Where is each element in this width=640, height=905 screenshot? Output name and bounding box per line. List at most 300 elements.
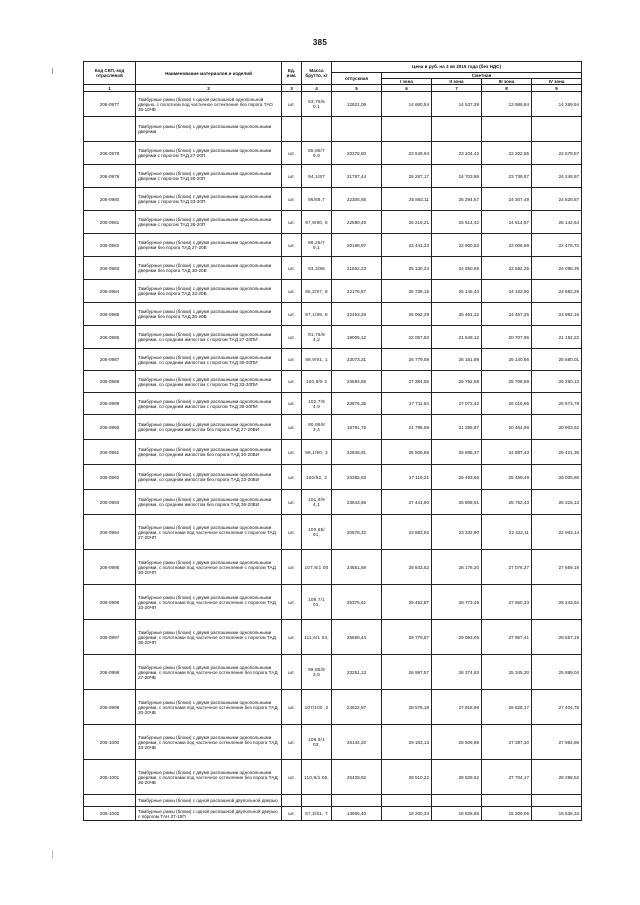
- margin-mark: [52, 850, 53, 858]
- row-zone-2-price: 26 808,91: [432, 490, 482, 515]
- row-zone-3-price: 22 006,69: [482, 234, 532, 257]
- row-name: Тамбурные рамы (блоки) с двумя распашными однопольными дверями, с полотнами под частичное остекление без порога ТАД 27-20ЧВ: [136, 655, 282, 690]
- header-unit: Ед. изм.: [282, 62, 302, 85]
- row-code: 206-0993: [84, 490, 136, 515]
- row-zone-3-price: [482, 117, 532, 142]
- row-mass: 94,1/87: [302, 165, 332, 188]
- row-zone-3-price: 25 140,66: [482, 349, 532, 371]
- row-zone-1-price: 25 892,11: [382, 188, 432, 211]
- row-zone-3-price: 25 708,59: [482, 371, 532, 393]
- row-zone-2-price: 28 509,98: [432, 725, 482, 760]
- row-zone-4-price: 22 478,72: [532, 234, 582, 257]
- row-zone-4-price: 28 298,52: [532, 760, 582, 795]
- row-zone-3-price: 22 202,55: [482, 142, 532, 165]
- row-price: 20376,80: [332, 142, 382, 165]
- row-name: Тамбурные рамы (блоки) с двумя распашными однопольными дверями с порогом ТАД 27-20П: [136, 142, 282, 165]
- row-zone-2-price: 25 895,37: [432, 440, 482, 465]
- row-mass: 110,8/1 05,: [302, 760, 332, 795]
- row-zone-3-price: 27 957,41: [482, 620, 532, 655]
- row-zone-2-price: 26 493,66: [432, 465, 482, 490]
- row-zone-4-price: [532, 117, 582, 142]
- row-zone-1-price: 26 997,57: [382, 655, 432, 690]
- row-code: 206-0992: [84, 465, 136, 490]
- row-mass: 99,85/9 2,5: [302, 655, 332, 690]
- table-row: [84, 326, 582, 349]
- row-zone-1-price: 29 510,22: [382, 760, 432, 795]
- row-zone-1-price: 14 660,54: [382, 92, 432, 117]
- row-name: Тамбурные рамы (блоки) с двумя распашными однопольными дверями с порогом ТАД 33-20П: [136, 188, 282, 211]
- row-zone-3-price: 27 704,17: [482, 760, 532, 795]
- row-zone-4-price: 28 557,19: [532, 620, 582, 655]
- row-zone-3-price: 20 707,96: [482, 326, 532, 349]
- row-name: Тамбурные рамы (блоки) с одной распашной двупольной дверью: [136, 795, 282, 807]
- row-zone-4-price: 25 142,64: [532, 211, 582, 234]
- row-name: Тамбурные рамы (блоки) с одной распашной однопольной дверью, с полотном под частичное остекление без порога ТАО 36-10ЧВ: [136, 92, 282, 117]
- row-unit: шт.: [282, 440, 302, 465]
- row-zone-4-price: 22 903,14: [532, 515, 582, 550]
- row-zone-4-price: 26 573,79: [532, 393, 582, 415]
- row-price: 13955,40: [332, 807, 382, 821]
- row-zone-4-price: [532, 795, 582, 807]
- row-price: 20578,32: [332, 515, 382, 550]
- row-price: 23643,96: [332, 490, 382, 515]
- row-code: 206-0986: [84, 326, 136, 349]
- row-zone-2-price: 28 829,62: [432, 760, 482, 795]
- column-number: 6: [382, 85, 432, 92]
- column-number: 5: [332, 85, 382, 92]
- row-zone-1-price: 25 130,24: [382, 257, 432, 280]
- margin-mark: [52, 68, 53, 74]
- row-zone-1-price: 27 441,90: [382, 490, 432, 515]
- row-name: Тамбурные рамы (блоки) с двумя распашными однопольными дверями, с полотнами под частичное остекление без порога ТАД 30-20ЧВ: [136, 690, 282, 725]
- row-price: 21652,23: [332, 257, 382, 280]
- row-mass: 95,2/87, 9: [302, 280, 332, 303]
- table-row: [84, 725, 582, 760]
- row-name: Тамбурные рамы (блоки) с двумя распашными однопольными дверями с порогом ТАД 30-20П: [136, 165, 282, 188]
- row-mass: 96/88,7: [302, 188, 332, 211]
- row-code: 206-0997: [84, 620, 136, 655]
- row-unit: шт.: [282, 211, 302, 234]
- row-zone-4-price: 22 678,67: [532, 142, 582, 165]
- table-row: [84, 690, 582, 725]
- row-name: Тамбурные рамы (блоки) с двумя распашными однопольными дверями, с полотнами под частичное остекление с порогом ТАД 27-20ЧП: [136, 515, 282, 550]
- row-mass: 63,75/6 0,1: [302, 92, 332, 117]
- row-price: 21787,44: [332, 165, 382, 188]
- row-zone-3-price: 24 614,57: [482, 211, 532, 234]
- table-row: [84, 550, 582, 585]
- table-row: [84, 620, 582, 655]
- row-zone-4-price: 24 828,87: [532, 188, 582, 211]
- row-unit: шт.: [282, 303, 302, 326]
- row-zone-1-price: 25 287,17: [382, 165, 432, 188]
- row-code: [84, 117, 136, 142]
- row-zone-3-price: 23 592,25: [482, 257, 532, 280]
- row-zone-4-price: 26 260,13: [532, 371, 582, 393]
- row-mass: 100/92, 2: [302, 465, 332, 490]
- row-unit: шт.: [282, 165, 302, 188]
- row-zone-1-price: 21 798,69: [382, 415, 432, 440]
- row-zone-1-price: 27 384,55: [382, 371, 432, 393]
- row-zone-2-price: 29 093,05: [432, 620, 482, 655]
- row-zone-3-price: 24 467,25: [482, 303, 532, 326]
- column-number: 2: [136, 85, 282, 92]
- row-code: 206-0983: [84, 257, 136, 280]
- row-code: [84, 795, 136, 807]
- page-number: 385: [312, 38, 328, 47]
- table-row: [84, 165, 582, 188]
- row-zone-1-price: 29 452,87: [382, 585, 432, 620]
- row-zone-4-price: 27 984,86: [532, 725, 582, 760]
- row-price: 22453,28: [332, 303, 382, 326]
- row-zone-4-price: 28 243,52: [532, 585, 582, 620]
- row-zone-3-price: 26 829,17: [482, 690, 532, 725]
- row-code: 206-0991: [84, 440, 136, 465]
- row-code: 206-0979: [84, 165, 136, 188]
- row-mass: 91,75/8 4,2: [302, 326, 332, 349]
- table-row: [84, 188, 582, 211]
- table-row: [84, 142, 582, 165]
- row-code: 206-1002: [84, 807, 136, 821]
- row-name: Тамбурные рамы (блоки) с двумя распашными однопольными дверями, с полотнами под частичное остекление с порогом ТАД 36-20ЧП: [136, 620, 282, 655]
- header-zone-1: I зона: [382, 79, 432, 85]
- row-name: Тамбурные рамы (блоки) с двумя распашными однопольными дверями без порога ТАД 36-20В: [136, 303, 282, 326]
- row-name: Тамбурные рамы (блоки) с двумя распашными однопольными дверями без порога ТАД 27-20В: [136, 234, 282, 257]
- row-zone-4-price: 21 152,22: [532, 326, 582, 349]
- row-zone-2-price: 14 537,29: [432, 92, 482, 117]
- row-unit: шт.: [282, 188, 302, 211]
- row-code: 206-0987: [84, 349, 136, 371]
- row-zone-2-price: 25 145,44: [432, 280, 482, 303]
- row-name: Тамбурные рамы (блоки) с двумя распашными однопольными дверями, со средним импостом с порогом ТАД 27-20ПИ: [136, 326, 282, 349]
- row-code: 206-0999: [84, 690, 136, 725]
- row-zone-4-price: 24 098,39: [532, 257, 582, 280]
- row-price: 23073,31: [332, 349, 382, 371]
- row-price: 23876,35: [332, 393, 382, 415]
- row-code: 206-0994: [84, 515, 136, 550]
- row-zone-1-price: 26 062,29: [382, 303, 432, 326]
- row-unit: шт.: [282, 393, 302, 415]
- row-mass: 107,8/1 00: [302, 550, 332, 585]
- row-price: 22176,87: [332, 280, 382, 303]
- row-zone-2-price: 27 072,42: [432, 393, 482, 415]
- row-name: Тамбурные рамы (блоки) с двумя распашными однопольными дверями: [136, 117, 282, 142]
- row-zone-2-price: [432, 795, 482, 807]
- row-mass: 86,25/7 9,1: [302, 234, 332, 257]
- row-zone-2-price: 24 703,86: [432, 165, 482, 188]
- row-zone-1-price: [382, 795, 432, 807]
- row-name: Тамбурные рамы (блоки) с двумя распашными однопольными дверями, с полотнами под частичное остекление с порогом ТАД 30-20ЧП: [136, 550, 282, 585]
- table-row: [84, 92, 582, 117]
- row-price: 12821,06: [332, 92, 382, 117]
- row-zone-3-price: 15 209,06: [482, 807, 532, 821]
- row-zone-1-price: 23 441,23: [382, 234, 432, 257]
- row-mass: 100,8/9 3: [302, 371, 332, 393]
- price-table: [83, 61, 582, 821]
- row-zone-1-price: 22 057,92: [382, 326, 432, 349]
- table-row: [84, 490, 582, 515]
- row-mass: 90,95/8 3,4: [302, 415, 332, 440]
- row-code: 206-0977: [84, 92, 136, 117]
- row-code: 206-0982: [84, 234, 136, 257]
- row-unit: шт.: [282, 490, 302, 515]
- row-zone-4-price: 25 421,35: [532, 440, 582, 465]
- row-zone-3-price: 24 307,49: [482, 188, 532, 211]
- row-zone-1-price: 28 843,52: [382, 550, 432, 585]
- table-row: [84, 585, 582, 620]
- row-price: 22846,91: [332, 440, 382, 465]
- row-mass: [302, 795, 332, 807]
- row-code: 206-1000: [84, 725, 136, 760]
- row-mass: [302, 117, 332, 142]
- row-name: Тамбурные рамы (блоки) с двумя распашными однопольными дверями, со средним импостом без порога ТАД 30-20ВИ: [136, 440, 282, 465]
- row-zone-2-price: 22 900,52: [432, 234, 482, 257]
- row-mass: 102,7/9 4,9: [302, 393, 332, 415]
- row-zone-2-price: 28 773,49: [432, 585, 482, 620]
- table-row: [84, 234, 582, 257]
- row-mass: 108,9/1 03,: [302, 725, 332, 760]
- row-zone-3-price: 23 739,57: [482, 165, 532, 188]
- row-name: Тамбурные рамы (блоки) с двумя распашными однопольными дверями, со средним импостом с порогом ТАД 36-20ПИ: [136, 393, 282, 415]
- row-price: [332, 117, 382, 142]
- row-price: 22306,66: [332, 188, 382, 211]
- row-price: 25428,92: [332, 760, 382, 795]
- table-row: [84, 515, 582, 550]
- header-name: Наименование материалов и изделий: [136, 62, 282, 85]
- row-zone-3-price: 20 464,59: [482, 415, 532, 440]
- header-zone-3: III зона: [482, 79, 532, 85]
- section-row: [84, 795, 582, 807]
- row-code: 206-0985: [84, 303, 136, 326]
- row-zone-3-price: [482, 795, 532, 807]
- row-zone-2-price: 28 178,20: [432, 550, 482, 585]
- row-unit: шт.: [282, 690, 302, 725]
- row-code: 206-0989: [84, 393, 136, 415]
- row-zone-4-price: 25 889,04: [532, 655, 582, 690]
- row-zone-2-price: 23 104,42: [432, 142, 482, 165]
- row-zone-4-price: 25 680,01: [532, 349, 582, 371]
- row-price: 23251,13: [332, 655, 382, 690]
- row-name: Тамбурные рамы (блоки) с двумя распашными однопольными дверями, со средним импостом с порогом ТАД 33-20ПИ: [136, 371, 282, 393]
- row-mass: 97,1/89, 8: [302, 303, 332, 326]
- row-code: 206-0981: [84, 211, 136, 234]
- row-zone-2-price: 25 294,57: [432, 188, 482, 211]
- row-name: Тамбурные рамы (блоки) с двумя распашными однопольными дверями, с полотнами под частичное остекление без порога ТАД 33-20ЧВ: [136, 725, 282, 760]
- row-name: Тамбурные рамы (блоки) с двумя распашными однопольными дверями, со средним импостом с порогом ТАД 30-20ПИ: [136, 349, 282, 371]
- row-name: Тамбурные рамы (блоки) с двумя распашными однопольными дверями с порогом ТАД 36-20П: [136, 211, 282, 234]
- header-price-group: Цена в руб. на 3 кв 2015 года (без НДС): [332, 62, 582, 73]
- row-unit: шт.: [282, 550, 302, 585]
- row-unit: шт.: [282, 257, 302, 280]
- row-price: 22590,49: [332, 211, 382, 234]
- row-price: 25144,20: [332, 725, 382, 760]
- row-price: 19005,12: [332, 326, 382, 349]
- row-zone-2-price: 26 161,89: [432, 349, 482, 371]
- row-zone-4-price: 24 248,67: [532, 165, 582, 188]
- row-zone-2-price: 21 295,87: [432, 415, 482, 440]
- row-zone-1-price: 16 200,34: [382, 807, 432, 821]
- row-zone-3-price: 27 650,33: [482, 585, 532, 620]
- row-zone-2-price: 15 826,65: [432, 807, 482, 821]
- column-number: 1: [84, 85, 136, 92]
- row-zone-4-price: 27 404,75: [532, 690, 582, 725]
- row-code: 206-0996: [84, 585, 136, 620]
- row-zone-1-price: 23 883,82: [382, 515, 432, 550]
- row-unit: [282, 117, 302, 142]
- row-name: Тамбурные рамы (блоки) с двумя распашными однопольными дверями, со средним импостом без порога ТАД 36-20ВИ: [136, 490, 282, 515]
- row-price: 23594,55: [332, 371, 382, 393]
- table-row: [84, 440, 582, 465]
- row-unit: шт.: [282, 371, 302, 393]
- row-unit: шт.: [282, 585, 302, 620]
- row-zone-3-price: 24 163,90: [482, 280, 532, 303]
- header-mass: Масса брутто, кг: [302, 62, 332, 85]
- row-zone-2-price: 26 374,83: [432, 655, 482, 690]
- row-mass: 109,7/1 01,: [302, 585, 332, 620]
- row-name: Тамбурные рамы (блоки) с двумя распашными однопольными дверями без порога ТАД 33-20В: [136, 280, 282, 303]
- row-zone-4-price: 24 992,16: [532, 303, 582, 326]
- row-unit: шт.: [282, 655, 302, 690]
- row-zone-3-price: 25 762,43: [482, 490, 532, 515]
- row-zone-3-price: 13 989,84: [482, 92, 532, 117]
- row-unit: шт.: [282, 349, 302, 371]
- row-mass: 107/100 ,2: [302, 690, 332, 725]
- row-zone-1-price: 26 506,86: [382, 440, 432, 465]
- row-zone-1-price: 29 779,97: [382, 620, 432, 655]
- row-zone-3-price: 25 459,49: [482, 465, 532, 490]
- row-mass: 97,9/90, 6: [302, 211, 332, 234]
- row-zone-2-price: 25 614,42: [432, 211, 482, 234]
- row-zone-3-price: 27 397,10: [482, 725, 532, 760]
- table-row: [84, 393, 582, 415]
- row-zone-4-price: 14 269,54: [532, 92, 582, 117]
- column-number-row: [84, 85, 582, 92]
- table-row: [84, 303, 582, 326]
- row-zone-1-price: 28 578,18: [382, 690, 432, 725]
- row-unit: шт.: [282, 415, 302, 440]
- row-zone-1-price: 27 711,64: [382, 393, 432, 415]
- row-name: Тамбурные рамы (блоки) с двумя распашными однопольными дверями, с полотнами под частичное остекление без порога ТАД 36-20ЧВ: [136, 760, 282, 795]
- column-number: 7: [432, 85, 482, 92]
- row-unit: шт.: [282, 465, 302, 490]
- row-name: Тамбурные рамы (блоки) с двумя распашными однопольными дверями, со средним импостом без порога ТАД 27-20ВИ: [136, 415, 282, 440]
- row-zone-4-price: 26 005,66: [532, 465, 582, 490]
- row-name: Тамбурные рамы (блоки) с двумя распашными однопольными дверями, с полотнами под частичное остекление с порогом ТАД 33-20ЧП: [136, 585, 282, 620]
- row-zone-4-price: 27 659,19: [532, 550, 582, 585]
- header-code: Код СКП, код отраслевой: [84, 62, 136, 85]
- row-zone-2-price: 21 549,12: [432, 326, 482, 349]
- row-mass: 101,9/9 4,1: [302, 490, 332, 515]
- table-row: [84, 257, 582, 280]
- header-zone-2: II зона: [432, 79, 482, 85]
- row-mass: 67,2/61, 7: [302, 807, 332, 821]
- row-zone-3-price: 27 078,27: [482, 550, 532, 585]
- row-price: [332, 795, 382, 807]
- row-mass: 100,65/ 91,: [302, 515, 332, 550]
- table-row: [84, 655, 582, 690]
- header-estimate: Сметная: [382, 73, 582, 79]
- row-unit: шт.: [282, 280, 302, 303]
- row-mass: 98,9/91, 1: [302, 349, 332, 371]
- row-zone-2-price: 25 461,12: [432, 303, 482, 326]
- row-code: 206-0988: [84, 371, 136, 393]
- row-code: 206-0995: [84, 550, 136, 585]
- row-mass: 93,3/86: [302, 257, 332, 280]
- row-zone-1-price: 27 119,21: [382, 465, 432, 490]
- row-zone-4-price: 15 535,34: [532, 807, 582, 821]
- row-zone-3-price: 25 345,30: [482, 655, 532, 690]
- row-mass: 111,6/1 03,: [302, 620, 332, 655]
- row-code: 206-0998: [84, 655, 136, 690]
- section-row: [84, 117, 582, 142]
- column-number: 8: [482, 85, 532, 92]
- row-unit: шт.: [282, 326, 302, 349]
- table-row: [84, 211, 582, 234]
- row-zone-1-price: [382, 117, 432, 142]
- row-zone-2-price: 23 332,90: [432, 515, 482, 550]
- row-code: 206-0984: [84, 280, 136, 303]
- row-mass: 98,1/90, 3: [302, 440, 332, 465]
- table-row: [84, 760, 582, 795]
- row-unit: шт.: [282, 515, 302, 550]
- table-row: [84, 280, 582, 303]
- row-zone-2-price: 24 550,59: [432, 257, 482, 280]
- row-price: 20198,97: [332, 234, 382, 257]
- row-code: 206-0990: [84, 415, 136, 440]
- row-unit: шт.: [282, 142, 302, 165]
- row-zone-1-price: 25 739,15: [382, 280, 432, 303]
- header-wholesale: отпускная: [332, 73, 382, 85]
- row-code: 206-0978: [84, 142, 136, 165]
- table-row: [84, 371, 582, 393]
- row-name: Тамбурные рамы (блоки) с двумя распашными однопольными дверями без порога ТАД 30-20В: [136, 257, 282, 280]
- table-row: [84, 807, 582, 821]
- row-zone-4-price: 26 315,13: [532, 490, 582, 515]
- header-zone-4: IV зона: [532, 79, 582, 85]
- row-unit: шт.: [282, 620, 302, 655]
- row-unit: шт.: [282, 725, 302, 760]
- row-zone-1-price: 26 219,21: [382, 211, 432, 234]
- row-mass: 85,95/7 9,9: [302, 142, 332, 165]
- row-code: 206-1001: [84, 760, 136, 795]
- row-code: 206-0980: [84, 188, 136, 211]
- table-row: [84, 349, 582, 371]
- row-zone-1-price: 26 779,59: [382, 349, 432, 371]
- row-price: 24851,59: [332, 550, 382, 585]
- row-zone-2-price: 26 752,69: [432, 371, 482, 393]
- column-number: 9: [532, 85, 582, 92]
- row-price: 23365,93: [332, 465, 382, 490]
- row-unit: [282, 795, 302, 807]
- row-unit: шт.: [282, 234, 302, 257]
- row-zone-1-price: 29 183,13: [382, 725, 432, 760]
- row-unit: шт.: [282, 807, 302, 821]
- row-zone-2-price: 27 918,98: [432, 690, 482, 725]
- row-zone-4-price: 24 682,29: [532, 280, 582, 303]
- column-number: 4: [302, 85, 332, 92]
- row-unit: шт.: [282, 760, 302, 795]
- table-row: [84, 465, 582, 490]
- column-number: 3: [282, 85, 302, 92]
- row-price: 24622,97: [332, 690, 382, 725]
- row-name: Тамбурные рамы (блоки) с одной распашной двупольной дверью с порогом ТАН 27-15П: [136, 807, 282, 821]
- row-price: 25376,61: [332, 585, 382, 620]
- row-zone-2-price: [432, 117, 482, 142]
- row-unit: шт.: [282, 92, 302, 117]
- row-name: Тамбурные рамы (блоки) с двумя распашными однопольными дверями, со средним импостом без порога ТАД 33-20ВИ: [136, 465, 282, 490]
- row-zone-3-price: 24 887,43: [482, 440, 532, 465]
- row-zone-3-price: 26 015,66: [482, 393, 532, 415]
- row-zone-4-price: 20 903,62: [532, 415, 582, 440]
